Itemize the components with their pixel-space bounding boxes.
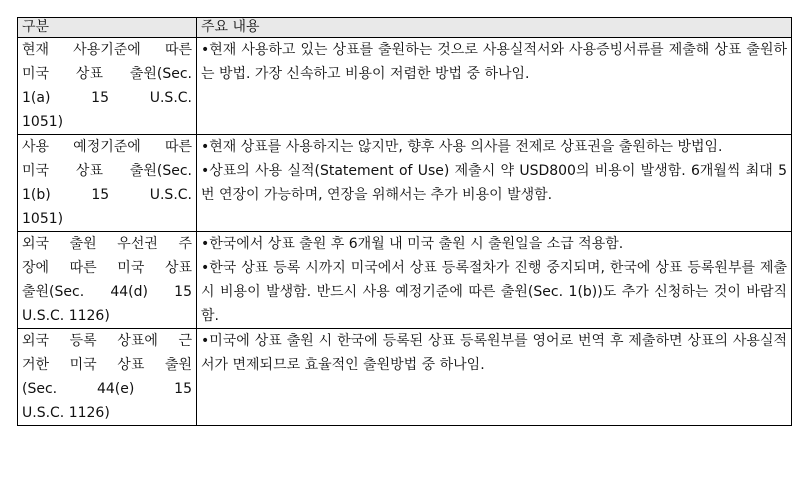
category-line: 미국 상표 출원(Sec. <box>22 163 192 179</box>
category-line: 외국 출원 우선권 주 <box>22 236 192 252</box>
content-bullet: •한국에서 상표 출원 후 6개월 내 미국 출원 시 출원일을 소급 적용함. <box>201 236 624 252</box>
row-content <box>197 135 792 232</box>
category-line: 미국 상표 출원(Sec. <box>22 66 192 82</box>
category-line: 1051) <box>22 211 64 227</box>
row-category <box>18 329 197 426</box>
category-line: 장에 따른 미국 상표 <box>22 260 192 276</box>
content-bullet: •한국 상표 등록 시까지 미국에서 상표 등록절차가 진행 중지되며, 한국에 상표 등록원부를 제출시 비용이 발생함. 반드시 사용 예정기준에 따른 출원(Sec. 1(b))도 추가 신청하는 것이 바람직함. <box>201 260 787 324</box>
category-line: 현재 사용기준에 따른 <box>22 42 192 58</box>
category-line: U.S.C. 1126) <box>22 405 110 421</box>
table-header-row <box>18 18 792 38</box>
trademark-filing-table <box>17 17 792 426</box>
header-content: 주요 내용 <box>197 18 792 38</box>
category-line: U.S.C. 1126) <box>22 308 110 324</box>
table-row <box>18 329 792 426</box>
category-line: 거한 미국 상표 출원 <box>22 357 192 373</box>
row-category <box>18 135 197 232</box>
row-content <box>197 38 792 135</box>
category-line: 1051) <box>22 114 64 130</box>
row-content <box>197 329 792 426</box>
category-line: (Sec. 44(e) 15 <box>22 381 192 397</box>
category-line: 1(b) 15 U.S.C. <box>22 187 192 203</box>
content-bullet: •상표의 사용 실적(Statement of Use) 제출시 약 USD800의 비용이 발생함. 6개월씩 최대 5번 연장이 가능하며, 연장을 위해서는 추가 비용이 발생함. <box>201 163 787 203</box>
table-row <box>18 38 792 135</box>
row-category <box>18 38 197 135</box>
content-bullet: •현재 사용하고 있는 상표를 출원하는 것으로 사용실적서와 사용증빙서류를 제출해 상표 출원하는 방법. 가장 신속하고 비용이 저렴한 방법 중 하나임. <box>201 42 787 82</box>
category-line: 출원(Sec. 44(d) 15 <box>22 284 192 300</box>
category-line: 1(a) 15 U.S.C. <box>22 90 192 106</box>
table-row <box>18 135 792 232</box>
row-category <box>18 232 197 329</box>
header-category: 구분 <box>18 18 197 38</box>
row-content <box>197 232 792 329</box>
content-bullet: •현재 상표를 사용하지는 않지만, 향후 사용 의사를 전제로 상표권을 출원하는 방법임. <box>201 139 723 155</box>
category-line: 외국 등록 상표에 근 <box>22 333 192 349</box>
category-line: 사용 예정기준에 따른 <box>22 139 192 155</box>
content-bullet: •미국에 상표 출원 시 한국에 등록된 상표 등록원부를 영어로 번역 후 제출하면 상표의 사용실적서가 면제되므로 효율적인 출원방법 중 하나임. <box>201 333 787 373</box>
table-row <box>18 232 792 329</box>
